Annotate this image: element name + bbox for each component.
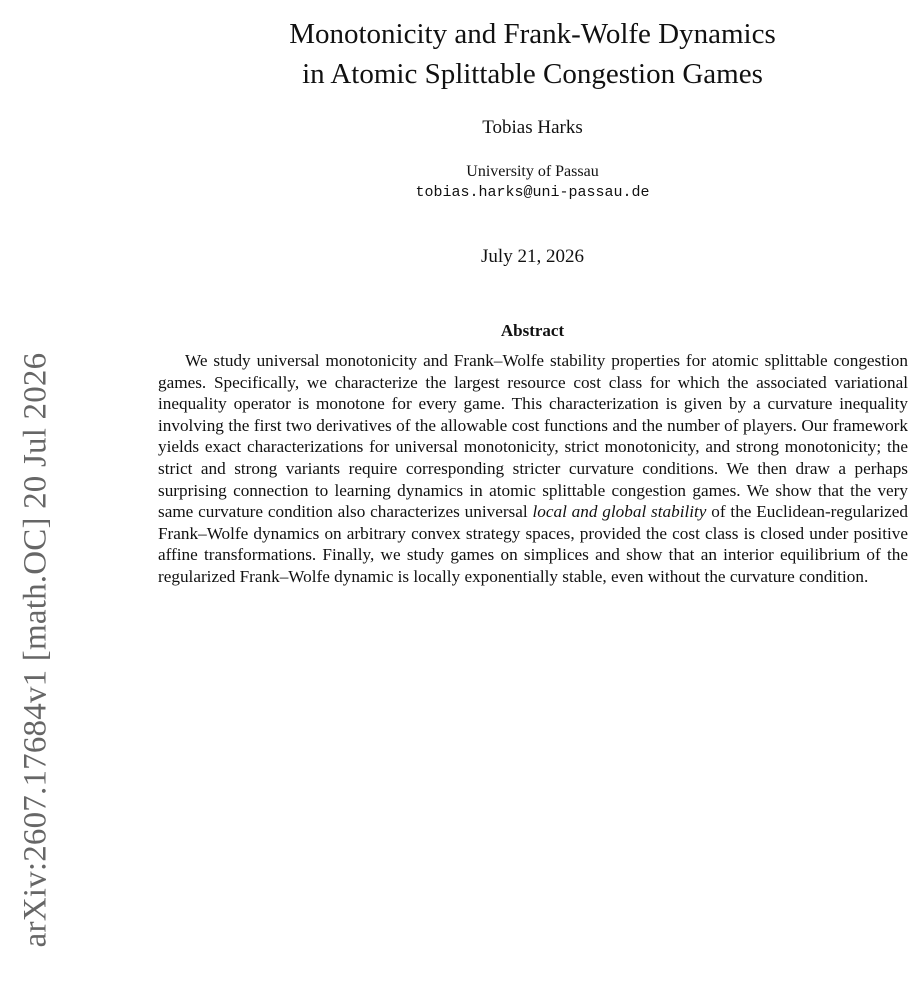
affiliation: University of Passau — [466, 163, 599, 180]
abstract-heading: Abstract — [500, 321, 565, 340]
abstract-emphasis: local and global stability — [532, 502, 707, 522]
title-line-2: in Atomic Splittable Congestion Games — [302, 58, 763, 90]
abstract-text-part-1: We study universal monotonicity and Frank–Wolfe stability properties for atomic splittable congestion games. Specifically, we characterize the largest resource cost class for which the associated variational inequality operator is monotone for every game. This characterization is given by a curvature inequality involving the first two derivatives of the allowable cost functions and the number of players. Our framework yields exact characterizations for universal monotonicity, strict monotonicity, and strong monotonicity; the strict and strong variants require corresponding stricter curvature conditions. We then draw a perhaps surprising connection to learning dynamics in atomic splittable congestion games. We show that the very same curvature condition also characterizes universal — [158, 351, 908, 522]
abstract-text-part-2: of the Euclidean-regularized Frank–Wolfe dynamics on arbitrary convex strategy spaces, provided the cost class is closed under positive affine transformations. Finally, we study games on simplices and show that an interior equilibrium of the regularized Frank–Wolfe dynamic is locally exponentially stable, even without the curvature condition. — [158, 502, 908, 586]
author-email: tobias.harks@uni-passau.de — [415, 184, 650, 201]
paper-date: July 21, 2026 — [481, 246, 584, 267]
arxiv-identifier: arXiv:2607.17684v1 [math.OC] 20 Jul 2026 — [17, 352, 54, 948]
abstract-body — [158, 350, 908, 588]
title-line-1: Monotonicity and Frank-Wolfe Dynamics — [289, 18, 776, 50]
paper-title — [200, 14, 865, 94]
author-name: Tobias Harks — [482, 117, 583, 138]
author-affiliation-block — [200, 161, 865, 203]
